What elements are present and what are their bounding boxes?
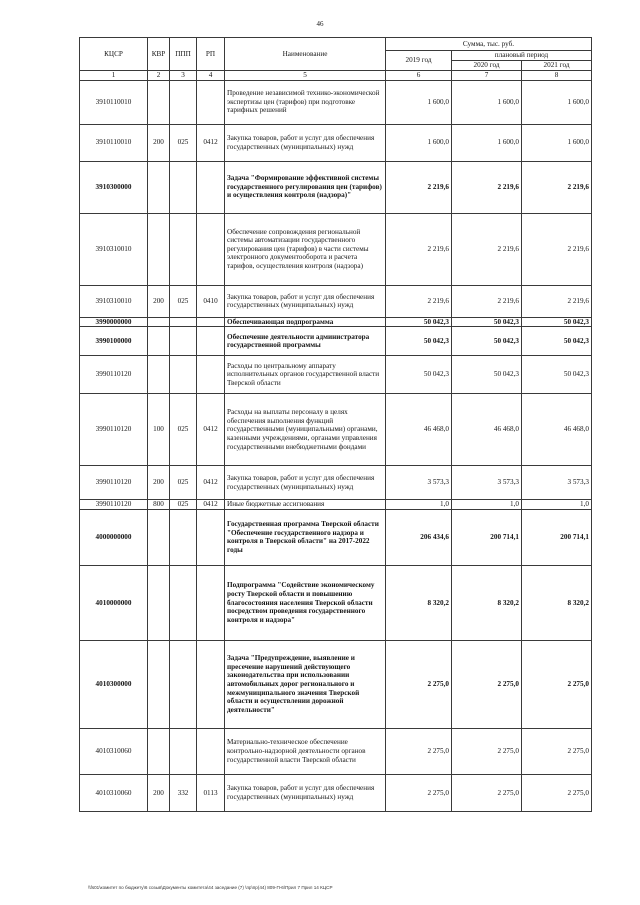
- kvr-cell: [148, 640, 170, 728]
- ppp-cell: 025: [170, 124, 197, 161]
- name-cell: Государственная программа Тверской области "Обеспечение государственного надзора и контроля в Тверской области" на 2017-2022 годы: [225, 509, 386, 565]
- ppp-cell: [170, 161, 197, 213]
- table-row: [80, 565, 592, 640]
- ppp-cell: [170, 327, 197, 356]
- amount-2019-cell: 1,0: [386, 500, 452, 510]
- table-body: [80, 80, 592, 811]
- rp-cell: [197, 80, 225, 124]
- amount-2019-cell: 2 219,6: [386, 161, 452, 213]
- kvr-cell: [148, 213, 170, 285]
- name-cell: Обеспечение сопровождения региональной системы автоматизации государственного регулирования цен (тарифов) в части системы электронного документооборота и расчета тарифов, осуществления контроля (надзора): [225, 213, 386, 285]
- kcsr-cell: 4010300000: [80, 640, 148, 728]
- kcsr-cell: 3910110010: [80, 124, 148, 161]
- column-index: 2: [148, 71, 170, 81]
- footer-file-path: \\fs01\комитет по бюджету\6 созыв\Документы комитета\44 заседание (7) \пр\пр(44) 809-П-6\Прил 7 Прил 14 КЦСР: [88, 885, 333, 890]
- table-row: [80, 161, 592, 213]
- header-planned-period: плановый период: [452, 51, 592, 61]
- amount-2021-cell: 46 468,0: [522, 394, 592, 466]
- table-header: [80, 38, 592, 81]
- header-kcsr: КЦСР: [80, 38, 148, 71]
- header-rp: РП: [197, 38, 225, 71]
- amount-2021-cell: 1 600,0: [522, 124, 592, 161]
- name-cell: Обеспечивающая подпрограмма: [225, 317, 386, 327]
- rp-cell: [197, 161, 225, 213]
- amount-2021-cell: 2 275,0: [522, 728, 592, 774]
- ppp-cell: 025: [170, 285, 197, 317]
- kvr-cell: [148, 728, 170, 774]
- rp-cell: [197, 728, 225, 774]
- name-cell: Подпрограмма "Содействие экономическому росту Тверской области и повышению благосостояния населения Тверской области посредством проведения государственного контроля и надзора": [225, 565, 386, 640]
- amount-2020-cell: 2 275,0: [452, 774, 522, 811]
- rp-cell: [197, 213, 225, 285]
- kcsr-cell: 3990110120: [80, 466, 148, 500]
- ppp-cell: [170, 728, 197, 774]
- rp-cell: 0113: [197, 774, 225, 811]
- amount-2019-cell: 2 275,0: [386, 640, 452, 728]
- amount-2019-cell: 1 600,0: [386, 80, 452, 124]
- ppp-cell: 332: [170, 774, 197, 811]
- kvr-cell: [148, 327, 170, 356]
- ppp-cell: [170, 356, 197, 394]
- table-row: [80, 317, 592, 327]
- amount-2020-cell: 50 042,3: [452, 356, 522, 394]
- ppp-cell: [170, 317, 197, 327]
- amount-2020-cell: 1 600,0: [452, 80, 522, 124]
- amount-2020-cell: 1 600,0: [452, 124, 522, 161]
- header-2021: 2021 год: [522, 61, 592, 71]
- ppp-cell: [170, 565, 197, 640]
- name-cell: Закупка товаров, работ и услуг для обеспечения государственных (муниципальных) нужд: [225, 285, 386, 317]
- amount-2019-cell: 8 320,2: [386, 565, 452, 640]
- kcsr-cell: 3990110120: [80, 500, 148, 510]
- amount-2021-cell: 1,0: [522, 500, 592, 510]
- amount-2019-cell: 50 042,3: [386, 327, 452, 356]
- column-index: 6: [386, 71, 452, 81]
- rp-cell: [197, 327, 225, 356]
- kvr-cell: [148, 356, 170, 394]
- rp-cell: 0412: [197, 500, 225, 510]
- amount-2021-cell: 2 219,6: [522, 213, 592, 285]
- amount-2019-cell: 50 042,3: [386, 317, 452, 327]
- rp-cell: [197, 565, 225, 640]
- page-number: 46: [316, 20, 324, 28]
- amount-2019-cell: 2 275,0: [386, 774, 452, 811]
- kcsr-cell: 3990100000: [80, 327, 148, 356]
- table-row: [80, 509, 592, 565]
- amount-2019-cell: 3 573,3: [386, 466, 452, 500]
- amount-2020-cell: 2 275,0: [452, 640, 522, 728]
- table-row: [80, 774, 592, 811]
- column-index: 3: [170, 71, 197, 81]
- amount-2020-cell: 2 219,6: [452, 285, 522, 317]
- kvr-cell: [148, 565, 170, 640]
- kvr-cell: [148, 509, 170, 565]
- rp-cell: 0410: [197, 285, 225, 317]
- kvr-cell: 200: [148, 774, 170, 811]
- table-row: [80, 356, 592, 394]
- amount-2021-cell: 2 275,0: [522, 774, 592, 811]
- amount-2020-cell: 2 219,6: [452, 213, 522, 285]
- amount-2020-cell: 50 042,3: [452, 327, 522, 356]
- amount-2021-cell: 2 219,6: [522, 161, 592, 213]
- kcsr-cell: 3910300000: [80, 161, 148, 213]
- kcsr-cell: 4010310060: [80, 774, 148, 811]
- name-cell: Задача "Предупреждение, выявление и пресечение нарушений действующего законодательства при использовании автомобильных дорог регионального и межмуниципального значения Тверской области и осуществлении дорожной деятельности": [225, 640, 386, 728]
- rp-cell: 0412: [197, 466, 225, 500]
- amount-2019-cell: 2 219,6: [386, 285, 452, 317]
- column-index: 7: [452, 71, 522, 81]
- amount-2019-cell: 50 042,3: [386, 356, 452, 394]
- kvr-cell: [148, 317, 170, 327]
- kcsr-cell: 4010310060: [80, 728, 148, 774]
- name-cell: Расходы по центральному аппарату исполнительных органов государственной власти Тверской области: [225, 356, 386, 394]
- column-index: 1: [80, 71, 148, 81]
- kcsr-cell: 3910310010: [80, 213, 148, 285]
- table-row: [80, 394, 592, 466]
- ppp-cell: 025: [170, 394, 197, 466]
- amount-2019-cell: 46 468,0: [386, 394, 452, 466]
- table-row: [80, 327, 592, 356]
- amount-2019-cell: 206 434,6: [386, 509, 452, 565]
- amount-2020-cell: 1,0: [452, 500, 522, 510]
- name-cell: Проведение независимой технико-экономической экспертизы цен (тарифов) при подготовке тарифных решений: [225, 80, 386, 124]
- kvr-cell: 100: [148, 394, 170, 466]
- kvr-cell: 200: [148, 466, 170, 500]
- amount-2020-cell: 46 468,0: [452, 394, 522, 466]
- name-cell: Закупка товаров, работ и услуг для обеспечения государственных (муниципальных) нужд: [225, 124, 386, 161]
- ppp-cell: [170, 213, 197, 285]
- amount-2021-cell: 1 600,0: [522, 80, 592, 124]
- rp-cell: [197, 509, 225, 565]
- table-row: [80, 213, 592, 285]
- kcsr-cell: 3990110120: [80, 394, 148, 466]
- amount-2019-cell: 2 275,0: [386, 728, 452, 774]
- name-cell: Расходы на выплаты персоналу в целях обеспечения выполнения функций государственными (муниципальными) органами, казенными учреждениями, органами управления государственными внебюджетными фондами: [225, 394, 386, 466]
- table-row: [80, 640, 592, 728]
- amount-2020-cell: 200 714,1: [452, 509, 522, 565]
- name-cell: Иные бюджетные ассигнования: [225, 500, 386, 510]
- amount-2020-cell: 3 573,3: [452, 466, 522, 500]
- name-cell: Закупка товаров, работ и услуг для обеспечения государственных (муниципальных) нужд: [225, 466, 386, 500]
- header-name: Наименование: [225, 38, 386, 71]
- ppp-cell: [170, 640, 197, 728]
- table-row: [80, 500, 592, 510]
- kcsr-cell: 3990000000: [80, 317, 148, 327]
- rp-cell: 0412: [197, 394, 225, 466]
- header-sum: Сумма, тыс. руб.: [386, 38, 592, 51]
- rp-cell: [197, 356, 225, 394]
- ppp-cell: [170, 509, 197, 565]
- amount-2021-cell: 3 573,3: [522, 466, 592, 500]
- name-cell: Задача "Формирование эффективной системы государственного регулирования цен (тарифов) и осуществления контроля (надзора)": [225, 161, 386, 213]
- rp-cell: 0412: [197, 124, 225, 161]
- kvr-cell: 200: [148, 285, 170, 317]
- amount-2021-cell: 2 219,6: [522, 285, 592, 317]
- ppp-cell: 025: [170, 500, 197, 510]
- header-2020: 2020 год: [452, 61, 522, 71]
- ppp-cell: 025: [170, 466, 197, 500]
- header-kvr: КВР: [148, 38, 170, 71]
- kvr-cell: 200: [148, 124, 170, 161]
- table-row: [80, 728, 592, 774]
- column-index: 8: [522, 71, 592, 81]
- kcsr-cell: 3910110010: [80, 80, 148, 124]
- column-index: 5: [225, 71, 386, 81]
- amount-2021-cell: 8 320,2: [522, 565, 592, 640]
- amount-2021-cell: 200 714,1: [522, 509, 592, 565]
- column-index: 4: [197, 71, 225, 81]
- amount-2021-cell: 50 042,3: [522, 327, 592, 356]
- budget-table: [79, 37, 592, 812]
- amount-2019-cell: 1 600,0: [386, 124, 452, 161]
- amount-2019-cell: 2 219,6: [386, 213, 452, 285]
- kcsr-cell: 4000000000: [80, 509, 148, 565]
- amount-2020-cell: 8 320,2: [452, 565, 522, 640]
- amount-2021-cell: 50 042,3: [522, 356, 592, 394]
- kcsr-cell: 3990110120: [80, 356, 148, 394]
- header-ppp: ППП: [170, 38, 197, 71]
- rp-cell: [197, 640, 225, 728]
- kvr-cell: 800: [148, 500, 170, 510]
- name-cell: Закупка товаров, работ и услуг для обеспечения государственных (муниципальных) нужд: [225, 774, 386, 811]
- table-row: [80, 124, 592, 161]
- table-row: [80, 80, 592, 124]
- kcsr-cell: 3910310010: [80, 285, 148, 317]
- column-index-row: [80, 71, 592, 81]
- rp-cell: [197, 317, 225, 327]
- amount-2020-cell: 2 275,0: [452, 728, 522, 774]
- name-cell: Обеспечение деятельности администратора государственной программы: [225, 327, 386, 356]
- amount-2021-cell: 50 042,3: [522, 317, 592, 327]
- ppp-cell: [170, 80, 197, 124]
- header-2019: 2019 год: [386, 51, 452, 71]
- kvr-cell: [148, 161, 170, 213]
- amount-2020-cell: 2 219,6: [452, 161, 522, 213]
- name-cell: Материально-техническое обеспечение контрольно-надзорной деятельности органов государственной власти Тверской области: [225, 728, 386, 774]
- kvr-cell: [148, 80, 170, 124]
- amount-2020-cell: 50 042,3: [452, 317, 522, 327]
- amount-2021-cell: 2 275,0: [522, 640, 592, 728]
- kcsr-cell: 4010000000: [80, 565, 148, 640]
- table-row: [80, 466, 592, 500]
- table-row: [80, 285, 592, 317]
